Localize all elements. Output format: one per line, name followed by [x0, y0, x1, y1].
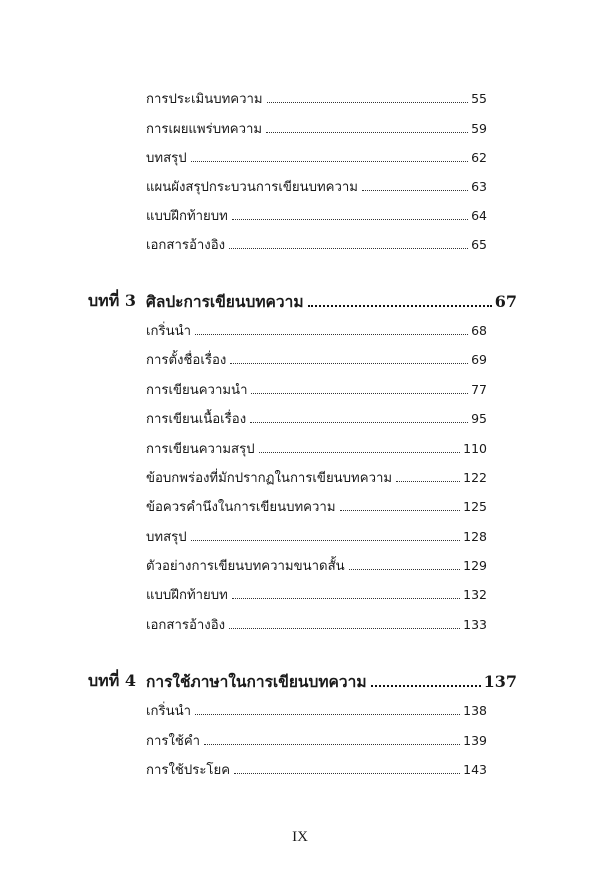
entry-title: การใช้คำ [146, 734, 201, 749]
toc-entry [0, 465, 600, 489]
dot-leader [308, 289, 492, 307]
chapter-label: บทที่ 3 [88, 291, 136, 310]
dot-leader [191, 524, 461, 541]
dot-leader [362, 174, 468, 191]
entry-page: 132 [463, 587, 487, 602]
dot-leader [204, 728, 460, 745]
toc-entry [0, 116, 600, 140]
entry-title: แบบฝึกท้ายบท [146, 209, 228, 224]
entry-page: 65 [471, 237, 487, 252]
entry-page: 128 [463, 529, 487, 544]
entry-title: เกริ่นนำ [146, 324, 192, 339]
entry-title: ตัวอย่างการเขียนบทความขนาดสั้น [146, 559, 345, 574]
entry-title: การประเมินบทความ [146, 92, 263, 107]
chapter-heading [0, 669, 600, 693]
chapter-label: บทที่ 4 [88, 671, 136, 690]
toc-entry [0, 436, 600, 460]
entry-page: 139 [463, 733, 487, 748]
dot-leader [232, 203, 468, 220]
toc-entry [0, 377, 600, 401]
dot-leader [230, 347, 468, 364]
entry-title: เกริ่นนำ [146, 704, 192, 719]
dot-leader [259, 436, 461, 453]
entry-title: การเขียนเนื้อเรื่อง [146, 412, 247, 427]
chapter-page: 137 [483, 672, 517, 691]
toc-entry [0, 203, 600, 227]
dot-leader [340, 494, 461, 511]
toc-entry [0, 406, 600, 430]
dot-leader [229, 232, 468, 249]
entry-page: 69 [471, 352, 487, 367]
entry-title: เอกสารอ้างอิง [146, 618, 226, 633]
dot-leader [396, 465, 460, 482]
toc-entry [0, 553, 600, 577]
entry-title: การใช้ประโยค [146, 763, 231, 778]
dot-leader [234, 757, 460, 774]
toc-entry [0, 612, 600, 636]
dot-leader [195, 318, 468, 335]
toc-entry [0, 524, 600, 548]
dot-leader [229, 612, 460, 629]
entry-page: 125 [463, 499, 487, 514]
entry-page: 110 [463, 441, 487, 456]
toc-entry [0, 728, 600, 752]
entry-title: การตั้งชื่อเรื่อง [146, 353, 227, 368]
toc-entry [0, 347, 600, 371]
dot-leader [250, 406, 468, 423]
entry-page: 129 [463, 558, 487, 573]
entry-title: เอกสารอ้างอิง [146, 238, 226, 253]
toc-entry [0, 145, 600, 169]
entry-title: บทสรุป [146, 530, 187, 545]
dot-leader [349, 553, 460, 570]
dot-leader [251, 377, 468, 394]
toc-entry [0, 174, 600, 198]
toc-entry [0, 318, 600, 342]
entry-title: ข้อบกพร่องที่มักปรากฏในการเขียนบทความ [146, 471, 393, 486]
toc-entry [0, 582, 600, 606]
entry-page: 133 [463, 617, 487, 632]
entry-title: การเผยแพร่บทความ [146, 122, 263, 137]
entry-page: 62 [471, 150, 487, 165]
dot-leader [267, 86, 468, 103]
entry-page: 55 [471, 91, 487, 106]
toc-entry [0, 698, 600, 722]
toc-entry [0, 86, 600, 110]
entry-page: 122 [463, 470, 487, 485]
entry-title: ข้อควรคำนึงในการเขียนบทความ [146, 500, 336, 515]
entry-title: การเขียนความนำ [146, 383, 248, 398]
entry-title: แผนผังสรุปกระบวนการเขียนบทความ [146, 180, 358, 195]
dot-leader [232, 582, 460, 599]
dot-leader [371, 669, 481, 687]
entry-page: 143 [463, 762, 487, 777]
chapter-heading [0, 289, 600, 313]
entry-title: แบบฝึกท้ายบท [146, 588, 228, 603]
entry-page: 138 [463, 703, 487, 718]
chapter-page: 67 [494, 292, 517, 311]
dot-leader [191, 145, 469, 162]
entry-page: 59 [471, 121, 487, 136]
entry-page: 77 [471, 382, 487, 397]
toc-entry [0, 232, 600, 256]
chapter-title: ศิลปะการเขียนบทความ [146, 292, 304, 311]
dot-leader [266, 116, 468, 133]
entry-page: 64 [471, 208, 487, 223]
toc-entry [0, 494, 600, 518]
dot-leader [195, 698, 460, 715]
entry-title: การเขียนความสรุป [146, 442, 255, 457]
chapter-title: การใช้ภาษาในการเขียนบทความ [146, 672, 367, 691]
page-number: IX [292, 829, 308, 845]
entry-title: บทสรุป [146, 151, 187, 166]
entry-page: 63 [471, 179, 487, 194]
entry-page: 68 [471, 323, 487, 338]
toc-entry [0, 757, 600, 781]
entry-page: 95 [471, 411, 487, 426]
